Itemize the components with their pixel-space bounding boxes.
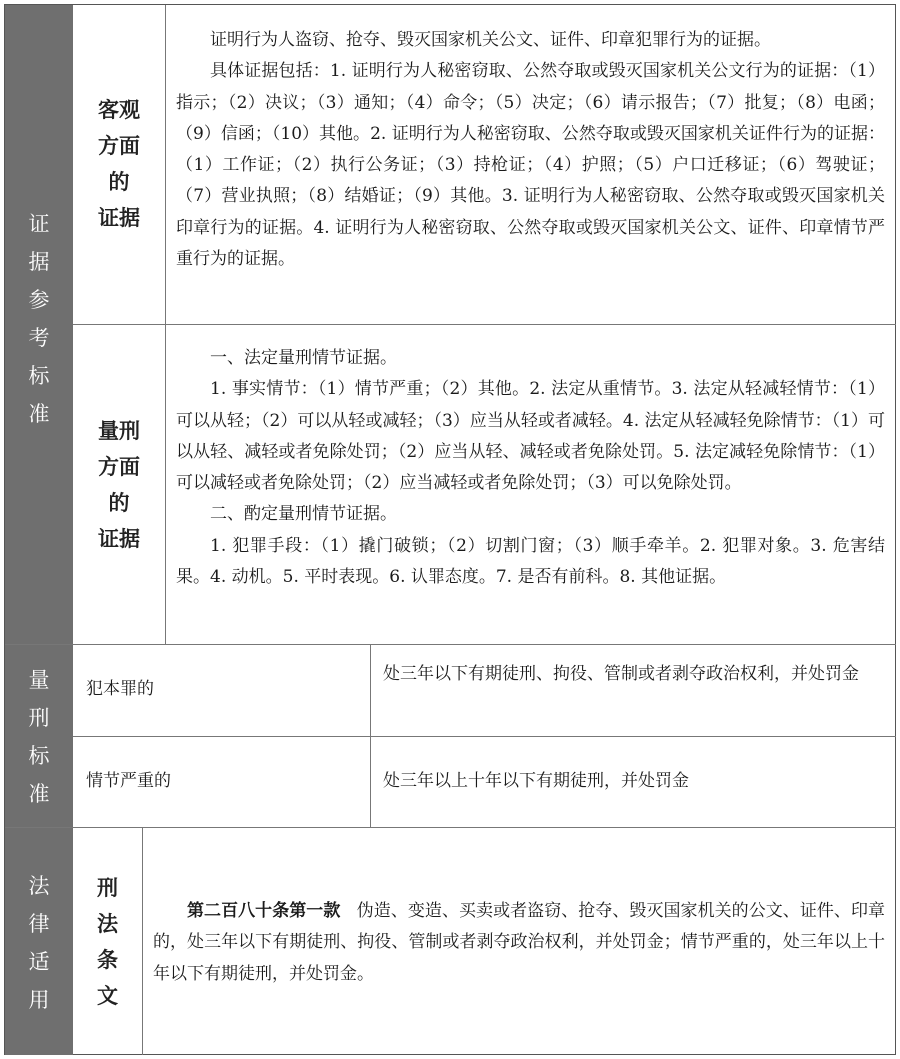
penalty-result-1: 处三年以下有期徒刑、拘役、管制或者剥夺政治权利，并处罚金 (383, 664, 859, 684)
article-title: 第二百八十条第一款 (187, 901, 341, 921)
law-band-label: 法 律 适 用 (28, 874, 50, 1012)
article-body: 伪造、变造、买卖或者盗窃、抢夺、毁灭国家机关的公文、证件、印章的，处三年以下有期徒刑、拘役、管制或者剥夺政治权利，并处罚金；情节严重的，处三年以上十年以下有期徒刑，并处罚金。 (153, 901, 886, 984)
criminal-law-article-label: 刑 法 条 文 (97, 876, 118, 1008)
penalty-top-border (5, 644, 896, 645)
penalty-condition-2: 情节严重的 (86, 771, 171, 791)
evidence-band-label: 证 据 参 考 标 准 (28, 212, 50, 426)
sentencing-evidence-text: 一、法定量刑情节证据。 1. 事实情节：（1）情节严重；（2）其他。2. 法定从重情节。3. 法定从轻减轻情节：（1）可以从轻；（2）可以从轻或减轻；（3）应当从轻或者减轻。4. 法定从轻减轻免除情节：（1）可以从轻、减轻或者免除处罚；（2）应当从轻、减轻或者免除处罚。5. 法定减轻免除情节：（1）可以减轻或者免除处罚；（2）应当减轻或者免除处罚；（3）可以免除处罚。 二、酌定量刑情节证据。 1. 犯罪手段：（1）撬门破锁；（2）切割门窗；（3）顺手牵羊。2. 犯罪对象。3. 危害结果。4. 动机。5. 平时表现。6. 认罪态度。7. 是否有前科。8. 其他证据。 (176, 348, 885, 588)
evidence-row-divider (73, 324, 896, 325)
penalty-band (5, 645, 73, 827)
sentencing-evidence-label: 量刑 方面 的 证据 (98, 419, 140, 551)
law-top-border (5, 827, 896, 828)
penalty-row-divider (73, 736, 896, 737)
article-spacer (340, 901, 356, 921)
criminal-law-article-text (153, 896, 885, 990)
law-divider (142, 828, 143, 1055)
objective-evidence-text: 证明行为人盗窃、抢夺、毁灭国家机关公文、证件、印章犯罪行为的证据。 具体证据包括：1. 证明行为人秘密窃取、公然夺取或毁灭国家机关公文行为的证据：（1）指示；（2）决议；（3）通知；（4）命令；（5）决定；（6）请示报告；（7）批复；（8）电函；（9）信函；（10）其他。2. 证明行为人秘密窃取、公然夺取或毁灭国家机关证件行为的证据：（1）工作证；（2）执行公务证；（3）持枪证；（4）护照；（5）户口迁移证；（6）驾驶证；（7）营业执照；（8）结婚证；（9）其他。3. 证明行为人秘密窃取、公然夺取或毁灭国家机关印章行为的证据。4. 证明行为人秘密窃取、公然夺取或毁灭国家机关公文、证件、印章情节严重行为的证据。 (176, 30, 885, 270)
penalty-condition-1: 犯本罪的 (86, 679, 154, 699)
evidence-band (5, 5, 73, 644)
penalty-band-label: 量 刑 标 准 (28, 668, 50, 806)
penalty-result-2: 处三年以上十年以下有期徒刑，并处罚金 (383, 771, 689, 791)
law-band (5, 828, 73, 1055)
objective-evidence-label: 客观 方面 的 证据 (98, 98, 140, 230)
